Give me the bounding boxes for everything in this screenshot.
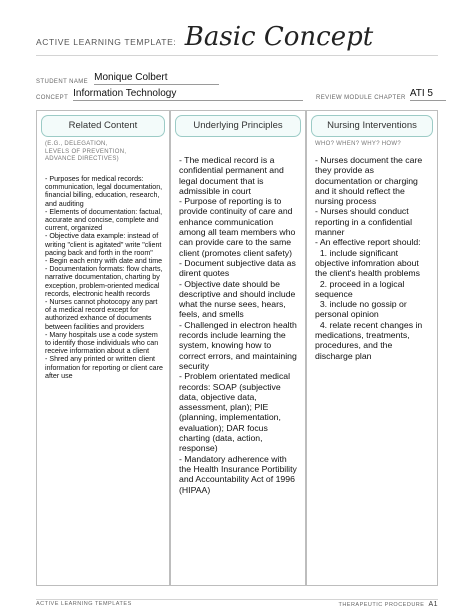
review-chapter-row	[316, 88, 446, 101]
student-name-value: Monique Colbert	[94, 72, 168, 83]
nursing-interventions-subtitle: WHO? WHEN? WHY? HOW?	[315, 141, 402, 147]
template-label: ACTIVE LEARNING TEMPLATE:	[36, 37, 177, 47]
underlying-principles-column	[170, 110, 306, 586]
template-header	[36, 22, 373, 54]
footer-right	[338, 601, 438, 608]
review-chapter-value: ATI 5	[409, 88, 433, 99]
header-divider	[36, 55, 438, 56]
related-content-heading: Related Content	[41, 115, 165, 137]
nursing-interventions-column	[306, 110, 438, 586]
related-content-column	[36, 110, 170, 586]
concept-field[interactable]	[73, 88, 303, 101]
related-content-subtitle: (E.G., DELEGATION, LEVELS OF PREVENTION, ADVANCE DIRECTIVES)	[45, 141, 127, 162]
review-chapter-label: REVIEW MODULE CHAPTER	[316, 95, 406, 101]
concept-value: Information Technology	[73, 88, 177, 99]
footer-divider	[36, 599, 438, 600]
concept-label: CONCEPT	[36, 95, 69, 101]
concept-row	[36, 88, 303, 101]
underlying-principles-text[interactable]: - The medical record is a confidential permanent and legal document that is admissible in court - Purpose of reporting is to provide continuity of care and enhance communication among all team members who can provide care to the same client (promotes client safety) - Document subjective data as dirent quotes - Objective date should be descriptive and should include what the nurse sees, hears, feels, and smells - Challenged in electron health records include learning the system, knowing how to correct errors, and maintaining security - Problem orientated medical records: SOAP (subjective data, objective data, assessment, plan); PIE (planning, implementation, evaluation); DAR focus charting (data, action, response) - Mandatory adherence with the Health Insurance Portibility and Accountability Act of 1996 (HIPAA)	[179, 155, 297, 495]
review-chapter-field[interactable]	[410, 88, 446, 101]
student-name-field[interactable]	[94, 72, 219, 85]
footer-procedure-label: THERAPEUTIC PROCEDURE	[338, 602, 425, 608]
student-name-label: STUDENT NAME	[36, 79, 89, 85]
nursing-interventions-text[interactable]: - Nurses document the care they provide as documentation or charging and it should reflect the nursing process - Nurses should conduct reporting in a confidential manner - An effective report should: 1. include significant objective infomration about the client's health problems 2. proceed in a logical sequence 3. include no gossip or personal opinion 4. relate recent changes in medications, treatments, procedures, and the discharge plan	[315, 155, 423, 361]
student-name-row	[36, 72, 219, 85]
footer-left-label: ACTIVE LEARNING TEMPLATES	[36, 601, 132, 607]
nursing-interventions-heading: Nursing Interventions	[311, 115, 433, 137]
related-content-text[interactable]: - Purposes for medical records: communication, legal documentation, financial billing, education, research, and auditing - Elements of documentation: factual, accurate and concise, complete and current, organized - Objective data example: instead of writing "client is agitated" write "client pacing back and forth in the room" - Begin each entry with date and time - Documentation formats: flow charts, narrative documentation, charting by exception, problem-oriented medical records, electronic health records - Nurses cannot photocopy any part of a medical record except for authorized exhance of documents between facilities and providers - Many hospitals use a code system to identify those individuals who can receive information about a client - Shred any printed or written client information for reporting or client care after use	[45, 175, 163, 380]
page-title: Basic Concept	[184, 22, 374, 52]
underlying-principles-heading: Underlying Principles	[175, 115, 301, 137]
page-number: A1	[428, 601, 438, 608]
